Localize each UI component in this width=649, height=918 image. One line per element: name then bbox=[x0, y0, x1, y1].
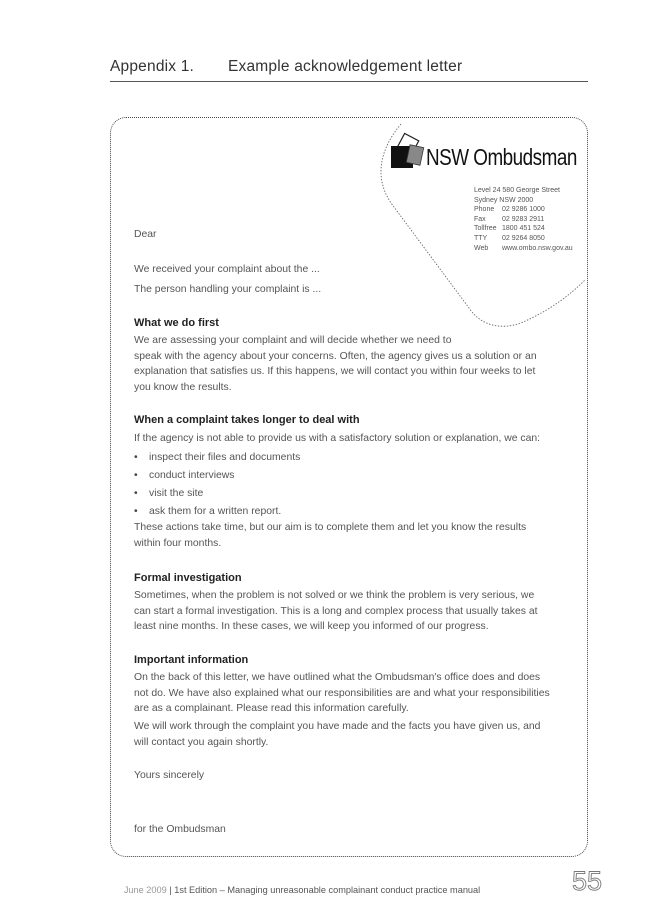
contact-web: Web www.ombo.nsw.gov.au bbox=[474, 244, 573, 252]
ombudsman-logo-icon bbox=[388, 132, 428, 172]
action-list bbox=[134, 449, 300, 521]
address-line: Sydney NSW 2000 bbox=[474, 196, 534, 204]
ombudsman-logo-text: NSW Ombudsman bbox=[426, 144, 577, 170]
ombudsman-logo bbox=[388, 132, 428, 177]
paragraph-line: not do. We have also explained what our responsibilities are and what your responsibilities bbox=[134, 687, 550, 699]
section-heading: Important information bbox=[134, 654, 249, 666]
paragraph-line: explanation that satisfies us. If this happens, we will contact you within four weeks to let bbox=[134, 366, 536, 377]
paragraph-line: can start a formal investigation. This is a long and complex process that usually takes at bbox=[134, 605, 538, 617]
paragraph-line: If the agency is not able to provide us with a satisfactory solution or explanation, we can: bbox=[134, 433, 541, 444]
paragraph-line: within four months. bbox=[134, 537, 222, 549]
paragraph-line: you know the results. bbox=[134, 381, 232, 393]
intro-line: We received your complaint about the ... bbox=[134, 264, 320, 275]
page-footer bbox=[124, 885, 480, 895]
paragraph-line: Sometimes, when the problem is not solved or we think the problem is very serious, we bbox=[134, 590, 535, 601]
intro-line: The person handling your complaint is ... bbox=[134, 284, 322, 295]
section-heading: When a complaint takes longer to deal with bbox=[134, 414, 360, 426]
appendix-title: Example acknowledgement letter bbox=[228, 58, 463, 75]
list-item: • visit the site bbox=[134, 485, 300, 503]
paragraph-line: These actions take time, but our aim is to complete them and let you know the results bbox=[134, 522, 527, 533]
salutation: Dear bbox=[134, 229, 157, 240]
address-line: Level 24 580 George Street bbox=[474, 187, 561, 194]
section-heading: Formal investigation bbox=[134, 572, 242, 584]
contact-tollfree: Tollfree 1800 451 524 bbox=[474, 225, 545, 233]
list-item: • conduct interviews bbox=[134, 467, 300, 485]
list-item: • inspect their files and documents bbox=[134, 449, 300, 467]
contact-phone: Phone 02 9286 1000 bbox=[474, 206, 545, 214]
paragraph-line: We are assessing your complaint and will decide whether we need to bbox=[134, 335, 452, 346]
paragraph-line: will contact you again shortly. bbox=[134, 736, 269, 748]
closing: Yours sincerely bbox=[134, 770, 205, 781]
paragraph-line: are as a complainant. Please read this information carefully. bbox=[134, 703, 409, 714]
footer-separator: | bbox=[169, 885, 172, 895]
footer-text: 1st Edition – Managing unreasonable complainant conduct practice manual bbox=[174, 885, 481, 895]
page-number: 55 bbox=[572, 866, 603, 896]
paragraph-line: On the back of this letter, we have outlined what the Ombudsman's office does and does bbox=[134, 672, 541, 683]
footer-date: June 2009 bbox=[123, 885, 167, 895]
list-item: • ask them for a written report. bbox=[134, 503, 300, 521]
paragraph-line: speak with the agency about your concerns. Often, the agency gives us a solution or an bbox=[134, 350, 537, 362]
signoff: for the Ombudsman bbox=[134, 824, 226, 835]
contact-fax: Fax 02 9283 2911 bbox=[474, 215, 545, 223]
section-heading: What we do first bbox=[134, 317, 219, 329]
paragraph-line: least nine months. In these cases, we will keep you informed of our progress. bbox=[134, 621, 489, 632]
paragraph-line: We will work through the complaint you have made and the facts you have given us, and bbox=[134, 721, 541, 732]
contact-details bbox=[474, 186, 573, 253]
appendix-heading bbox=[110, 58, 588, 82]
contact-tty: TTY 02 9264 8050 bbox=[474, 234, 545, 242]
appendix-number: Appendix 1. bbox=[110, 58, 195, 75]
